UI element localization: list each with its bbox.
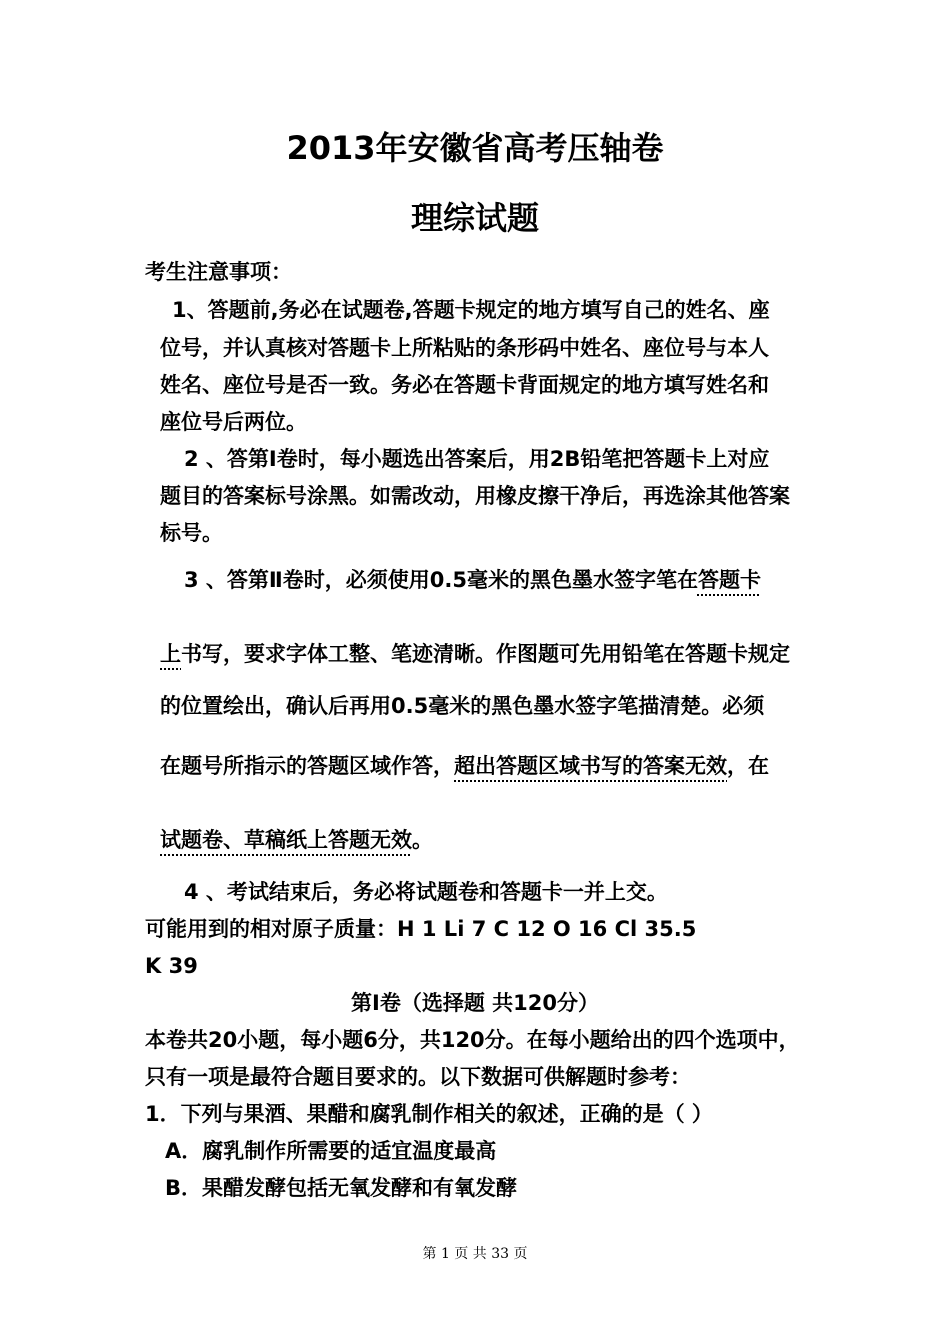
- section-heading: 第Ⅰ卷（选择题 共120分）: [351, 991, 599, 1015]
- note-3-line-4: [160, 752, 769, 780]
- question-1-stem: 1．下列与果酒、果醋和腐乳制作相关的叙述，正确的是（ ）: [145, 1102, 713, 1126]
- note-3-text-e: 。: [412, 828, 433, 852]
- note-1-line-4: 座位号后两位。: [160, 410, 307, 434]
- note-3-text-c: 在题号所指示的答题区域作答，: [160, 754, 454, 778]
- section-intro-line-1: 本卷共20小题，每小题6分，共120分。在每小题给出的四个选项中，: [145, 1028, 800, 1052]
- note-3-emphasis-c: 超出答题区域书写的答案无效: [454, 754, 727, 778]
- note-3-emphasis-d: 试题卷、草稿纸上答题无效: [160, 828, 412, 852]
- note-1-line-2: 位号，并认真核对答题卡上所粘贴的条形码中姓名、座位号与本人: [160, 336, 769, 360]
- document-title: 2013年安徽省高考压轴卷: [286, 129, 664, 167]
- question-1-option-b: B．果醋发酵包括无氧发酵和有氧发酵: [165, 1176, 518, 1200]
- page-footer: 第 1 页 共 33 页: [422, 1246, 528, 1262]
- notice-heading: 考生注意事项：: [145, 260, 292, 284]
- atomic-mass-line: 可能用到的相对原子质量：H 1 Li 7 C 12 O 16 Cl 35.5: [145, 917, 697, 941]
- document-subtitle: 理综试题: [410, 199, 539, 237]
- note-1-line-1: 1、答题前,务必在试题卷,答题卡规定的地方填写自己的姓名、座: [172, 298, 770, 322]
- note-3-line-2: [160, 640, 790, 668]
- section-intro-line-2: 只有一项是最符合题目要求的。以下数据可供解题时参考：: [145, 1065, 691, 1089]
- note-4-line-1: 4 、考试结束后，务必将试题卷和答题卡一并上交。: [184, 880, 668, 904]
- note-3-line-3: 的位置绘出，确认后再用0.5毫米的黑色墨水签字笔描清楚。必须: [160, 694, 765, 718]
- note-3-text-b: 书写，要求字体工整、笔迹清晰。作图题可先用铅笔在答题卡规定: [181, 642, 790, 666]
- note-2-line-3: 标号。: [160, 521, 223, 545]
- note-3-emphasis-b: 上: [160, 642, 181, 666]
- note-2-line-1: 2 、答第Ⅰ卷时，每小题选出答案后，用2B铅笔把答题卡上对应: [184, 447, 770, 471]
- atomic-mass-line-2: K 39: [145, 954, 198, 978]
- note-3-line-5: [160, 826, 433, 854]
- note-3-text-a: 3 、答第Ⅱ卷时，必须使用0.5毫米的黑色墨水签字笔在: [184, 568, 698, 592]
- note-1-line-3: 姓名、座位号是否一致。务必在答题卡背面规定的地方填写姓名和: [160, 373, 769, 397]
- note-3-text-d: ，在: [727, 754, 769, 778]
- note-3-emphasis-a: 答题卡: [697, 568, 761, 592]
- note-2-line-2: 题目的答案标号涂黑。如需改动，用橡皮擦干净后，再选涂其他答案: [160, 484, 790, 508]
- question-1-option-a: A．腐乳制作所需要的适宜温度最高: [165, 1139, 497, 1163]
- note-3-line-1: [184, 566, 761, 594]
